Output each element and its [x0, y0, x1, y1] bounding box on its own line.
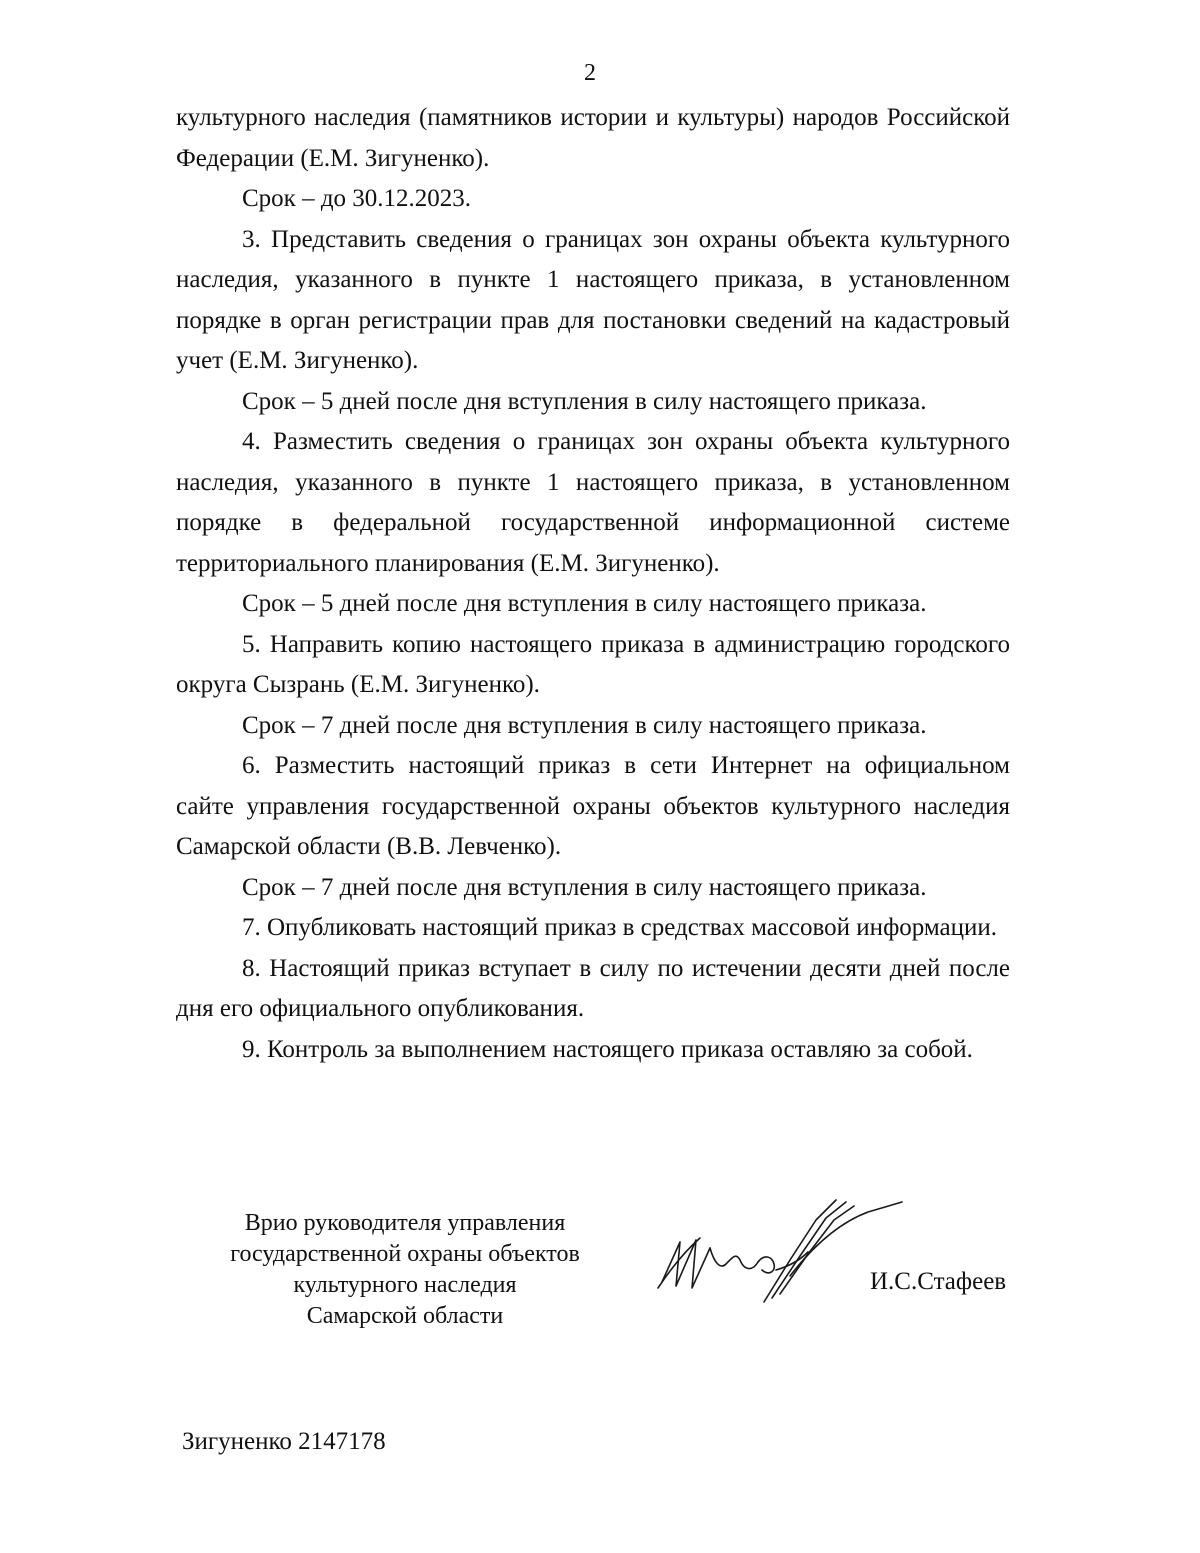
handwritten-signature — [640, 1190, 910, 1330]
order-item-6: 6. Разместить настоящий приказ в сети Интернет на официальном сайте управления государственной охраны объектов культурного наследия Самарской области (В.В. Левченко). — [176, 752, 1010, 860]
order-body — [176, 98, 1010, 1070]
executor-contact: Зигуненко 2147178 — [182, 1428, 386, 1455]
signatory-position — [200, 1208, 610, 1332]
paragraph-continuation: культурного наследия (памятников истории и культуры) народов Российской Федерации (Е.М. Зигуненко). — [176, 104, 1010, 172]
order-item-8: 8. Настоящий приказ вступает в силу по истечении десяти дней после дня его официального опубликования. — [176, 954, 1010, 1022]
order-item-5: 5. Направить копию настоящего приказа в администрацию городского округа Сызрань (Е.М. Зигуненко). — [176, 630, 1010, 698]
signatory-position-line: культурного наследия — [293, 1272, 517, 1298]
signatory-position-line: Самарской области — [306, 1303, 504, 1329]
page-number: 2 — [584, 60, 596, 86]
order-item-3: 3. Представить сведения о границах зон охраны объекта культурного наследия, указанного в пункте 1 настоящего приказа, в установленном порядке в орган регистрации прав для постановки сведений на кадастровый учет (Е.М. Зигуненко). — [176, 225, 1010, 374]
deadline-item-3: Срок – 5 дней после дня вступления в силу настоящего приказа. — [242, 387, 927, 415]
signatory-position-line: государственной охраны объектов — [230, 1241, 580, 1267]
deadline-item-2: Срок – до 30.12.2023. — [242, 185, 472, 212]
deadline-item-4: Срок – 5 дней после дня вступления в силу настоящего приказа. — [242, 590, 927, 617]
deadline-item-6: Срок – 7 дней после дня вступления в силу настоящего приказа. — [242, 873, 927, 901]
order-item-7: 7. Опубликовать настоящий приказ в средствах массовой информации. — [242, 914, 998, 941]
signer-name: И.С.Стафеев — [870, 1268, 1007, 1295]
order-item-9: 9. Контроль за выполнением настоящего приказа оставляю за собой. — [242, 1035, 973, 1063]
signatory-position-line: Врио руководителя управления — [244, 1210, 566, 1236]
order-item-4: 4. Разместить сведения о границах зон охраны объекта культурного наследия, указанного в пункте 1 настоящего приказа, в установленном порядке в федеральной государственной информационной системе территориального планирования (Е.М. Зигуненко). — [176, 428, 1010, 577]
deadline-item-5: Срок – 7 дней после дня вступления в силу настоящего приказа. — [242, 711, 927, 739]
